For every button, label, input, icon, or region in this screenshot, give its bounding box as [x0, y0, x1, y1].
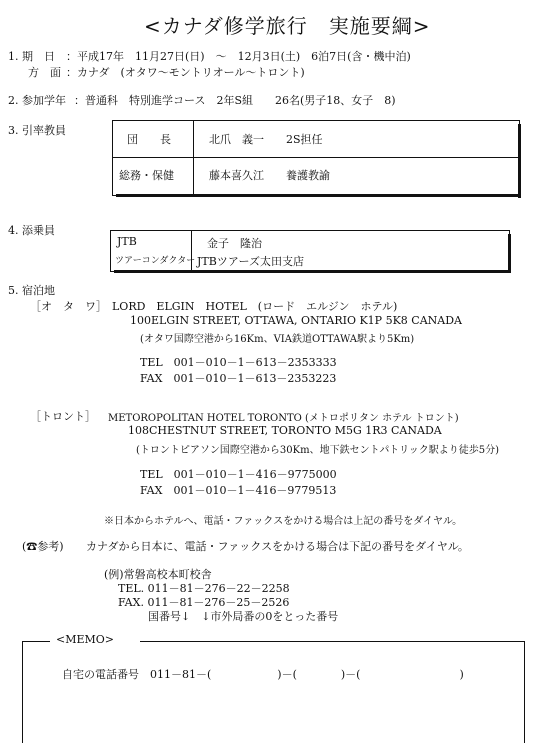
- reference-label: (☎参考): [22, 540, 64, 553]
- ottawa-address: 100ELGIN STREET, OTTAWA, ONTARIO K1P 5K8 CANADA: [130, 314, 462, 327]
- memo-title: <MEMO>: [56, 633, 115, 646]
- teachers-table: [112, 120, 520, 196]
- conductor-label: 4. 添乗員: [8, 224, 55, 237]
- conductor-name: 金子 隆治: [207, 237, 262, 250]
- conductor-table: [110, 230, 510, 272]
- toronto-tel: TEL 001－010－1－416－9775000: [140, 468, 337, 481]
- example-school: (例)常磐高校本町校舎: [104, 568, 212, 581]
- conductor-office: JTBツアーズ太田支店: [197, 255, 304, 268]
- ottawa-tel: TEL 001－010－1－613－2353333: [140, 356, 337, 369]
- conductor-shadow-right: [508, 234, 511, 273]
- grade-value: ：普通科 特別進学コース 2年S組 26名(男子18、女子 8): [74, 94, 396, 107]
- number-legend: 国番号↓ ↓市外局番の0をとった番号: [148, 610, 339, 623]
- teachers-label: 3. 引率教員: [8, 124, 66, 137]
- memo-top-left: [22, 641, 50, 642]
- memo-top-right: [140, 641, 525, 642]
- toronto-address: 108CHESTNUT STREET, TORONTO M5G 1R3 CANADA: [128, 424, 442, 437]
- toronto-hotel: METOROPOLITAN HOTEL TORONTO (メトロポリタン ホテル トロント): [108, 413, 459, 424]
- destination-value: ：カナダ (オタワ～モントリオール～トロント): [66, 66, 305, 79]
- nurse-name: 藤本喜久江 養護教諭: [209, 169, 330, 182]
- period-label: 1. 期 日: [8, 50, 55, 63]
- toronto-access: (トロントピアソン国際空港から30Km、地下鉄セントパトリック駅より徒歩5分): [136, 445, 500, 456]
- ottawa-city: ［オ タ ワ］: [30, 300, 107, 313]
- ottawa-hotel: LORD ELGIN HOTEL (ロード エルジン ホテル): [112, 300, 398, 313]
- nurse-role: 総務・保健: [119, 169, 174, 182]
- destination-label: 方 面: [28, 66, 61, 79]
- grade-label: 2. 参加学年: [8, 94, 66, 107]
- teachers-shadow-right: [518, 124, 521, 198]
- leader-role: 団 長: [127, 133, 171, 146]
- memo-right: [524, 641, 525, 743]
- teachers-col-divider: [193, 121, 194, 195]
- toronto-city: ［トロント］: [30, 410, 96, 423]
- page-title: <カナダ修学旅行 実施要綱>: [144, 14, 431, 38]
- leader-name: 北爪 義一 2S担任: [209, 133, 323, 146]
- teachers-shadow-bottom: [116, 194, 521, 197]
- ottawa-fax: FAX 001－010－1－613－2353223: [140, 372, 337, 385]
- conductor-shadow-bottom: [114, 270, 511, 273]
- ottawa-access: (オタワ国際空港から16Km、VIA鉄道OTTAWA駅より5Km): [140, 334, 415, 345]
- dial-note: ※日本からホテルへ、電話・ファックスをかける場合は上記の番号をダイヤル。: [104, 516, 463, 527]
- memo-left: [22, 641, 23, 743]
- period-value: ：平成17年 11月27日(日) ～ 12月3日(土) 6泊7日(含・機中泊): [66, 50, 411, 63]
- school-fax: FAX. 011－81－276－25－2526: [118, 596, 290, 609]
- conductor-company: JTB: [117, 235, 137, 248]
- toronto-fax: FAX 001－010－1－416－9779513: [140, 484, 337, 497]
- conductor-role: ツアーコンダクター: [115, 256, 196, 266]
- school-tel: TEL. 011－81－276－22－2258: [118, 582, 290, 595]
- reference-text: カナダから日本に、電話・ファックスをかける場合は下記の番号をダイヤル。: [86, 540, 469, 553]
- lodging-label: 5. 宿泊地: [8, 284, 55, 297]
- teachers-row-divider: [113, 157, 519, 158]
- home-phone-line: 自宅の電話番号 011－81－( )－( )－( ): [62, 668, 464, 681]
